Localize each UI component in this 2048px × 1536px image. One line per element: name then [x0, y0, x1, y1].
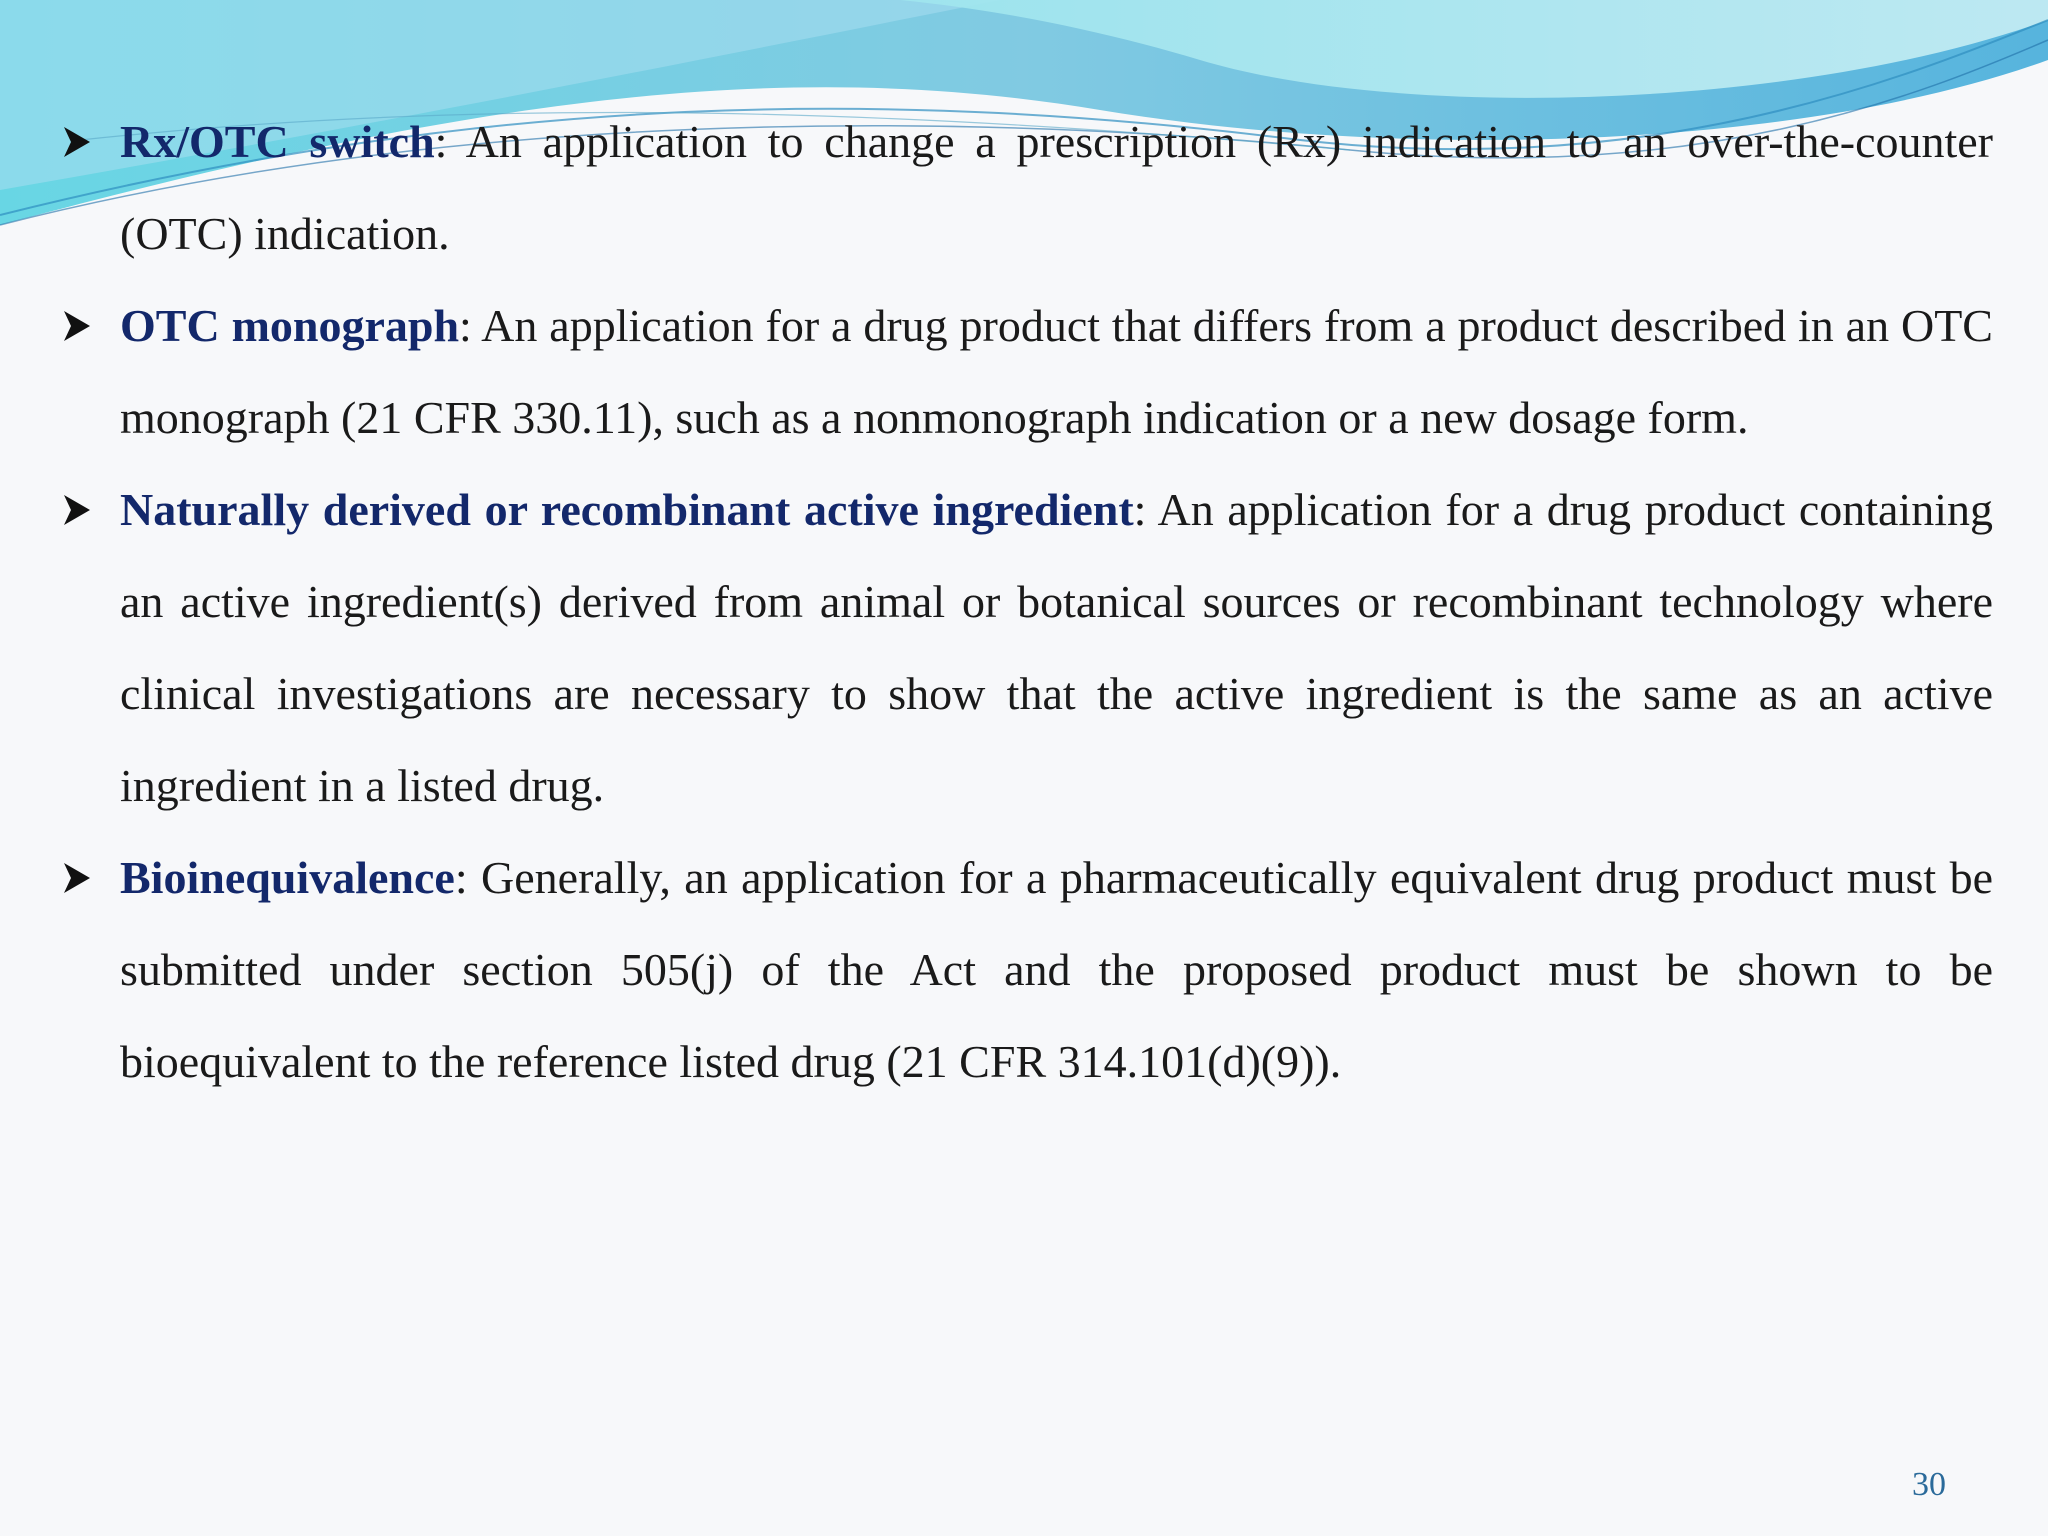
item-term: Rx/OTC switch [120, 116, 435, 167]
item-text: : Generally, an application for a pharmaceutically equivalent drug product must be submitted under section 505(j) of the Act and the proposed product must be shown to be bioequivalent to the reference listed drug (21 CFR 314.101(d)(9)). [120, 852, 1993, 1087]
item-text: : An application for a drug product that differs from a product described in an OTC monograph (21 CFR 330.11), such as a nonmonograph indication or a new dosage form. [120, 300, 1993, 443]
list-item [58, 280, 1993, 464]
bullet-list [58, 96, 1993, 1108]
list-item [58, 464, 1993, 832]
arrowhead-bullet-icon [58, 280, 98, 372]
arrowhead-bullet-icon [58, 96, 98, 188]
arrowhead-bullet-icon [58, 464, 98, 556]
page-number: 30 [1912, 1466, 1946, 1503]
item-term: Bioinequivalence [120, 852, 455, 903]
item-term: Naturally derived or recombinant active ingredient [120, 484, 1134, 535]
list-item [58, 96, 1993, 280]
item-text: : An application for a drug product containing an active ingredient(s) derived from animal or botanical sources or recombinant technology where clinical investigations are necessary to show that the active ingredient is the same as an active ingredient in a listed drug. [120, 484, 1993, 811]
item-term: OTC monograph [120, 300, 460, 351]
list-item [58, 832, 1993, 1108]
item-text: : An application to change a prescription (Rx) indication to an over-the-counter (OTC) indication. [120, 116, 1993, 259]
arrowhead-bullet-icon [58, 832, 98, 924]
